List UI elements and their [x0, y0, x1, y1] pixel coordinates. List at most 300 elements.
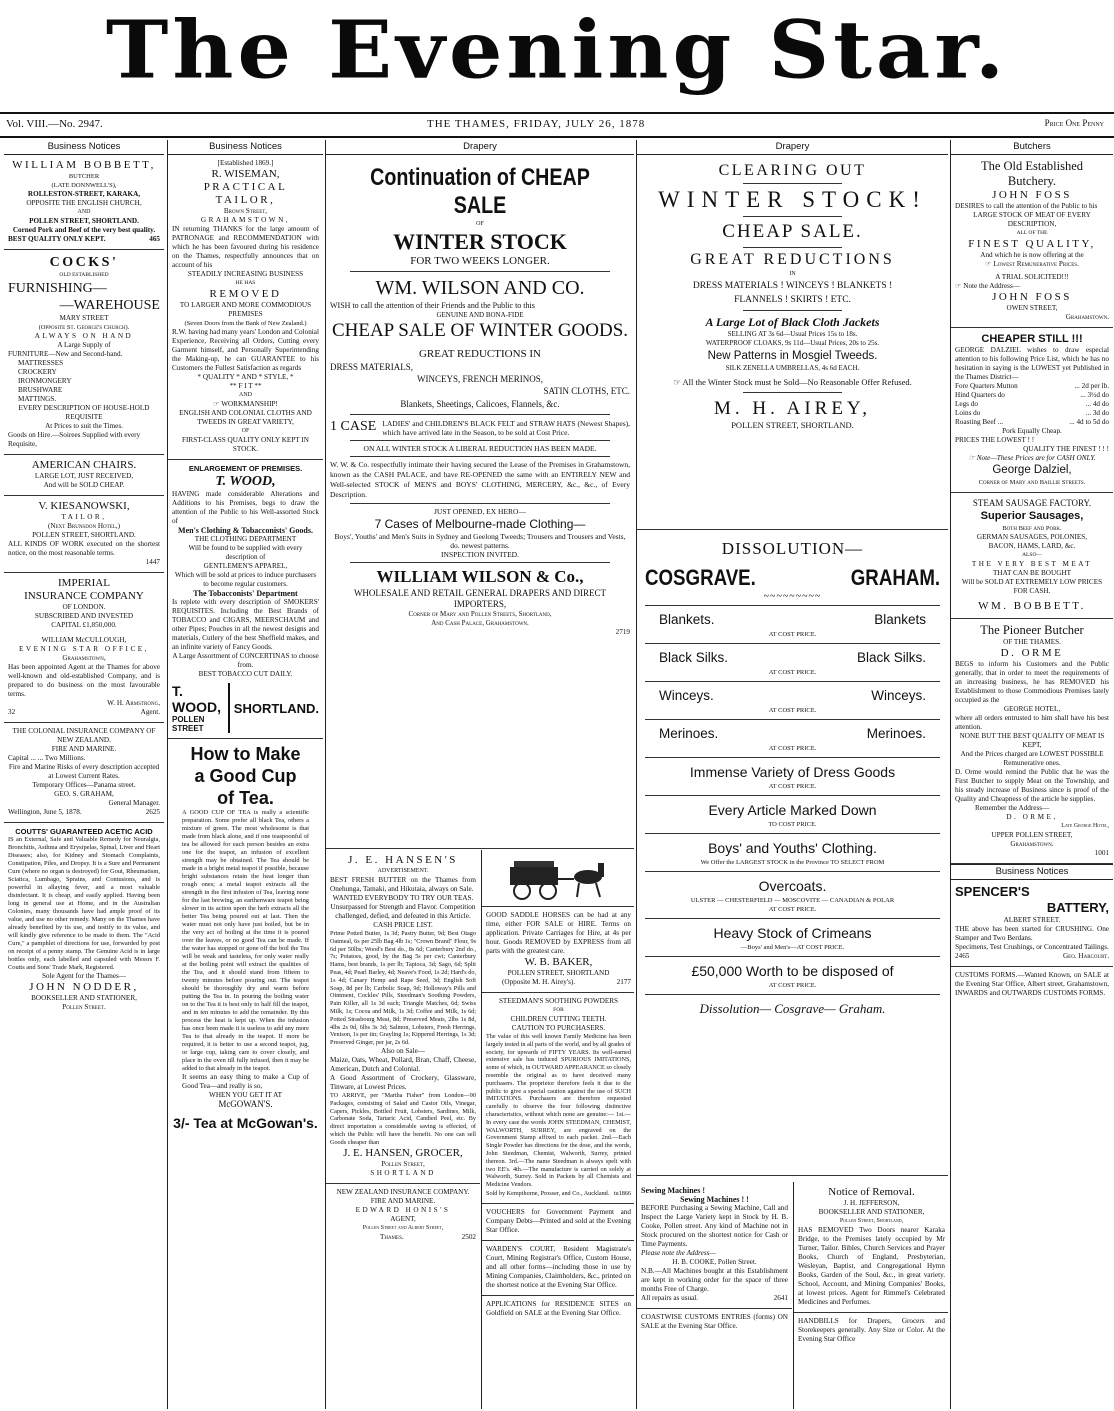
ad-title: a Good Cup — [194, 766, 297, 786]
volume-number: Vol. VIII.—No. 2947. — [6, 118, 103, 130]
ad-address: POLLEN STREET, SHORTLAND — [507, 969, 610, 977]
ad-text: Every Article Marked Down — [708, 802, 877, 818]
ad-text: AT COST PRICE. — [768, 669, 817, 676]
price: Price One Penny — [1044, 118, 1104, 128]
ad-text: LARGE LOT, JUST RECEIVED, — [34, 472, 134, 480]
ad-text: Blankets. — [659, 612, 715, 627]
ad-text: A Large Assortment of CONCERTINAS to choose from. — [172, 652, 319, 669]
ad-text: Sold by Kempthorne, Prosser, and Co., Auckland. — [486, 1189, 610, 1197]
ad-text: (LATE DONNWELL'S), — [51, 182, 117, 189]
price-value: ... 4d to 5d do — [1069, 418, 1109, 426]
ad-text: Dissolution— Cosgrave— Graham. — [699, 1001, 886, 1016]
ad-address: Thames. — [380, 1232, 404, 1241]
ad-text: FIRST-CLASS QUALITY ONLY KEPT IN STOCK. — [182, 436, 309, 453]
ad-text: AT COST PRICE. — [768, 906, 817, 913]
ornament: ~~~~~~~~~ — [763, 591, 822, 602]
ad-vouchers: VOUCHERS for Government Payment and Company Debts—Printed and sold at the Evening Star Office. — [482, 1204, 634, 1241]
ad-text: JUST OPENED, EX HERO— — [434, 507, 526, 516]
ad-title: CHEAPER STILL !!! — [981, 333, 1083, 345]
ad-title: WINTER STOCK — [393, 229, 567, 254]
ad-text: Geo. Harcourt. — [1062, 952, 1109, 960]
ad-address: Brown Street, — [223, 207, 268, 215]
ad-text: And will be SOLD CHEAP. — [43, 481, 125, 489]
ad-text: FINEST QUALITY, — [968, 238, 1096, 250]
logo-text: T. WOOD, — [172, 683, 221, 715]
ad-title: of Tea. — [217, 788, 274, 808]
ad-text: Merinoes. — [659, 726, 719, 741]
ad-text: GENUINE AND BONA-FIDE — [436, 311, 524, 319]
ad-title: COUTTS' GUARANTEED ACETIC ACID — [15, 827, 153, 836]
ad-address: Pollen Street. — [62, 1003, 106, 1011]
ad-body: THE above has been started for CRUSHING. One Stamper and Two Berdans. — [955, 925, 1109, 942]
wood-logo — [172, 683, 319, 733]
ad-text: NONE BUT THE BEST QUALITY OF MEAT IS KEPT, — [959, 732, 1105, 749]
ad-text: BACON, HAMS, LARD, &c. — [988, 542, 1076, 550]
ad-name: V. KIESANOWSKI, — [38, 500, 130, 512]
ad-text: GERMAN SAUSAGES, POLONIES, — [976, 533, 1088, 541]
price-list — [955, 382, 1109, 427]
ad-text: Also on Sale— — [381, 1046, 425, 1055]
ad-baker — [482, 907, 634, 993]
ad-number: 2502 — [461, 1232, 476, 1241]
ad-text: Will be found to be supplied with every description of — [188, 544, 303, 561]
ad-text: WHOLESALE AND RETAIL GENERAL DRAPERS AND DIRECT IMPORTERS, — [353, 588, 607, 609]
ad-text: EVERY DESCRIPTION OF HOUSE-HOLD REQUISITE — [18, 404, 150, 421]
ad-coastwise: COASTWISE CUSTOMS ENTRIES (forms) ON SALE at the Evening Star Office. — [641, 1313, 788, 1330]
logo-text: POLLEN STREET — [172, 715, 205, 733]
ad-text: AT COST PRICE. — [768, 631, 817, 638]
ad-address: OWEN STREET, — [1006, 304, 1058, 312]
ad-text: LARGE STOCK OF MEAT OF EVERY DESCRIPTION, — [973, 211, 1091, 228]
ad-body: BEGS to inform his Customers and the Public generally, that in order to meet the requirements of an increasing business, he has REMOVED his Establishment to those Commodious Premises lately occupied as the — [955, 660, 1109, 704]
ad-text: OF THE THAMES. — [1003, 638, 1061, 646]
ad-name: W. B. BAKER, — [524, 956, 593, 968]
ad-text: Remember the Address— — [975, 804, 1050, 812]
ad-text: AT COST PRICE. — [768, 783, 817, 790]
ad-text: FOR — [553, 1007, 564, 1013]
ad-body: GOOD SADDLE HORSES can be had at any time, either FOR SALE or HIRE. Terms on application. Private Carriages for Hire, at 4s per hour. Goods REMOVED by EXPRESS from all parts with the greatest care. — [486, 911, 631, 955]
ad-text: IN — [789, 271, 796, 277]
column-3a — [326, 850, 480, 1409]
ad-number: 2465 — [955, 952, 970, 960]
ad-text: Winceys. — [871, 688, 926, 703]
ad-name: COCKS' — [49, 255, 119, 270]
ad-body: D. Orme would remind the Public that he was the First Butcher to supply Meat on the Township, and his steady increase of Business since is proof of the Quality and Cheapness of the article he supplies. — [955, 768, 1109, 803]
price-item: Roasting Beef ... — [955, 418, 1004, 426]
ad-title: THE COLONIAL INSURANCE COMPANY OF NEW ZEALAND. — [12, 727, 156, 744]
ad-text: Has been appointed Agent at the Thames for above well-known and old-established Company, and is prepared to do business on the most favourable terms. — [8, 663, 160, 698]
ad-title: CLEARING OUT — [718, 162, 867, 179]
ad-wood — [168, 460, 323, 739]
ad-name: BATTERY, — [1046, 900, 1109, 915]
price-value: ... 2d per lb. — [1074, 382, 1109, 390]
ad-text: Specimens, Test Crushings, or Concentrated Tailings. — [955, 943, 1109, 951]
ad-body: Is replete with every description of SMOKERS' REQUISITES. Including the Best Brands of TOBACCO and CIGARS, MEERSCHAUM and other Pipes; Pouches in all the newest designs and materials, Cutlery of the best Sheffield makes, and an infinite variety of Fancy Goods. — [172, 598, 319, 651]
carriage-icon — [504, 855, 614, 901]
ad-text: WHEN YOU GET IT AT — [209, 1091, 282, 1099]
column-1 — [4, 140, 164, 1409]
ad-text: Goods on Hire.—Soirees Supplied with every Requisite, — [8, 431, 141, 448]
ad-title: CHEAP SALE OF WINTER GOODS. — [331, 320, 629, 341]
ad-text: Black Silks. — [856, 650, 926, 665]
ad-text: Pork Equally Cheap. — [1002, 427, 1062, 435]
ad-address: Grahamstown. — [1010, 840, 1054, 848]
ad-text: BOOKSELLER AND STATIONER, — [31, 994, 137, 1002]
ad-text: QUALITY THE FINEST ! ! ! — [1023, 445, 1109, 453]
ad-text: TO LARGER AND MORE COMMODIOUS PREMISES — [179, 301, 312, 318]
ad-name: D. ORME, — [1006, 813, 1058, 821]
ad-coutts — [4, 823, 164, 1017]
ad-text: Blankets — [874, 612, 926, 627]
ad-airey — [637, 155, 948, 530]
pointing-hand-icon: ☞ — [213, 400, 220, 408]
ad-text: Wellington, June 5, 1878. — [8, 808, 82, 816]
ad-text: 7 Cases of Melbourne-made Clothing— — [374, 517, 586, 531]
list-item: BRUSHWARE — [18, 386, 63, 394]
ad-text: A Large Lot of Black Cloth Jackets — [705, 315, 880, 329]
ad-title: Notice of Removal. — [828, 1186, 915, 1198]
ad-text: CHILDREN CUTTING TEETH. — [510, 1015, 607, 1023]
list-item: CROCKERY — [18, 368, 57, 376]
ad-address: (Opposite M. H. Airey's). — [502, 978, 576, 986]
pointing-hand-icon: ☞ — [955, 282, 962, 290]
ad-text: A Large Supply of — [57, 341, 111, 349]
list-item: MATTINGS. — [18, 395, 57, 403]
horse-carriage-illustration — [482, 850, 634, 907]
ad-text: General Manager. — [108, 799, 160, 807]
ad-name: R. WISEMAN, — [211, 168, 280, 180]
ad-name: GRAHAM. — [850, 565, 940, 590]
ad-text: THE VERY BEST MEAT — [971, 560, 1093, 568]
ad-text: And which he is now offering at the — [980, 251, 1084, 259]
ad-name: JOHN NODDER, — [29, 981, 139, 993]
ad-spencer — [951, 880, 1113, 967]
price-row — [955, 409, 1109, 418]
ad-text: The Tobacconists' Department — [193, 589, 298, 598]
ad-text: Boys', Youths' and Men's Suits in Sydney and Geelong Tweeds; Trousers and Trousers and Vests, do. newest patterns. — [334, 532, 626, 550]
ad-address: POLLEN STREET, SHORTLAND. — [731, 420, 854, 430]
ad-body: IN returning THANKS for the large amount of PATRONAGE and RECOMMENDATION with which he has been favoured during his residence on the Thames, respectfully announces that on account of his — [172, 225, 319, 269]
price-item: Fore Quarters Mutton — [955, 382, 1018, 390]
ad-text: Blankets, Sheetings, Calicoes, Flannels, &c. — [400, 399, 560, 409]
ad-sausage-factory — [951, 493, 1113, 619]
price-row — [955, 418, 1109, 427]
ad-colonial-insurance — [4, 723, 164, 823]
ad-text: Grahamstown, — [62, 654, 106, 662]
ad-title: How to Make — [190, 744, 301, 764]
price-value: ... 4d do — [1085, 400, 1109, 408]
ad-address: (Next Brunsdon Hotel,) — [47, 522, 120, 530]
ad-text: BOOKSELLER AND STATIONER, — [818, 1208, 925, 1216]
ad-address: (Opposite St. George's Church). — [38, 324, 130, 331]
ad-body: A GOOD CUP OF TEA is really a scientific preparation. Some prefer all black Tea, others a mixture of green. The most wholesome is that made from black alone, and if one teaspoonful of tea be allowed for each person besides an extra one for the teapot, an infusion of excellent strength may be obtained. The Tea should be made in a bright metal teapot if possible, because bright substances retain the heat longer than rough ones; a metal teapot extracts all the strength in the first infusion of Tea, leaving none for the last brewing, an earthenware teapot being slower in its action upon the herb extracts all the better Tea being poured out at last. Then the water must not only have just boiled, but be in the very act of boiling at the time it is poured over the leaves, or no good Tea can be made. If the water has stopped or gone off the boil the Tea will be weak and tasteless, for only water really at the boiling point will extract the qualities of the Tea, and it should stand from fifteen to twenty minutes before pouring out. The teapot should be thoroughly dry and warm before putting the Tea in. In pouring the boiling water on to the Tea it is best only to half fill the teapot, and in ten minutes to add the remainder. By this process the heat is kept up. When the infusion has once been made it is useless to add any more Tea to that already in the teapot. If more be required, it is better to use a second teapot, jug, or large cup, taking care to cover closely, and place in the oven till fully infused, then it may be added to that already in the teapot. — [182, 809, 309, 1072]
ad-text: DRESS MATERIALS, — [330, 362, 414, 372]
column-heading: Drapery — [637, 140, 948, 155]
ad-text: AT COST PRICE. — [768, 707, 817, 714]
ad-body: Prime Potted Butter, 1s 3d; Pastry Butter, 9d; Best Otago Oatmeal, 6s per 25lb Bag 4lb 1s; "Crown Brand" Flour, 9s 6d per 50lbs; Wood's Best do., 8s 6d; Canterbury 2nd do., 7s; Potatoes, good, by the Bag 5s per cwt; Canterbury Hams, best brands, 1s per lb; Tapioca, 3d; Sago, 6d; Split Peas, 4d; Pearl Barley, 4d; Neave's Food, 1s 2d; Hard's do, 1s 4d; Canary Hemp and Rape Seed, 3d; English Soft Soap, 8d per lb; Carbolic Soap, 9d; Holloway's Pills and Ointment, Cockles' Pills, Steedman's Soothing Powders, Pain Killer, all 1s 3d each; Triangle Matches, 6d; Swiss Milk, 1s; Cocoa and Milk, 1s 3d; Coffee and Milk, 1s 6d; Potted Strasbourg Meat, 8d; Preserved Meats, 2lbs 1s 8d, 4lbs 2s 9d, 6lbs 3s 3d; Salmon, Lobsters, Fresh Herrings, Venison, 1s per tin; Grayling 1s; Kippered Herrings, 1s 3d; Preserved Ginger, per jar, 2s 6d. — [330, 930, 476, 1047]
ad-title: The Old Established — [980, 159, 1084, 173]
ad-address: OPPOSITE THE ENGLISH CHURCH, — [26, 199, 142, 207]
ad-foss — [951, 155, 1113, 328]
ad-text: Capital ... ... Two Millions. — [8, 754, 86, 762]
ad-text: ON ALL WINTER STOCK A LIBERAL REDUCTION HAS BEEN MADE. — [363, 444, 597, 453]
ad-name: J. H. JEFFERSON, — [843, 1199, 900, 1207]
ad-text: McGOWAN'S. — [218, 1099, 273, 1109]
ad-number: tu1866 — [613, 1189, 631, 1197]
ad-text: AND — [239, 392, 252, 398]
ad-text: WANTED EVERYBODY TO TRY OUR TEAS. — [332, 894, 474, 902]
column-heading: Business Notices — [168, 140, 323, 155]
price-value: ... 3d do — [1085, 409, 1109, 417]
list-item: MATTRESSES — [18, 359, 64, 367]
ad-text: OLD ESTABLISHED — [59, 272, 109, 278]
ad-handbills: HANDBILLS for Drapers, Grocers and Storekeepers generally. Any Size or Color. At the Evening Star Office — [798, 1317, 945, 1343]
ad-title: DISSOLUTION— — [721, 539, 864, 558]
ad-text: Merinoes. — [866, 726, 926, 741]
ad-name: WM. WILSON AND CO. — [375, 277, 585, 299]
ad-text: All repairs as usual. — [641, 1294, 699, 1302]
masthead — [0, 0, 1114, 110]
ad-address: GRAHAMSTOWN, — [200, 216, 291, 224]
ad-number: 2177 — [616, 978, 631, 986]
ad-text: Note the Address— — [963, 282, 1020, 290]
ad-name: SPENCER'S — [955, 884, 1030, 899]
ad-text: 1 CASE — [330, 419, 377, 434]
ad-body: BEST FRESH BUTTER on the Thames from Onehunga, Tamaki, and Hikutaia, always on Sale. — [330, 876, 476, 893]
ad-text: WORKMANSHIP! — [221, 400, 278, 408]
pointing-hand-icon: ☞ — [673, 377, 681, 387]
ad-text: CAUTION TO PURCHASERS. — [511, 1024, 606, 1032]
ad-title: GREAT REDUCTIONS — [690, 251, 895, 268]
column-4b — [793, 1182, 948, 1409]
ad-title: Continuation of CHEAP SALE — [370, 164, 590, 219]
ad-body: WISH to call the attention of their Friends and the Public to this — [330, 301, 535, 310]
ad-name: M. H. AIREY, — [714, 398, 871, 419]
ad-applications: APPLICATIONS for RESIDENCE SITES on Goldfield on SALE at the Evening Star Office. — [486, 1299, 631, 1317]
ad-address: Late George Hotel, — [1061, 823, 1109, 829]
ad-text: OF — [241, 428, 250, 434]
ad-body: N.B.—All Machines bought at this Establishment are kept in working order for the space of three months Free of Charge. — [641, 1267, 788, 1293]
ad-wilson — [326, 158, 634, 849]
ad-orme — [951, 619, 1113, 864]
ad-text: INSPECTION INVITED. — [441, 550, 519, 559]
ad-text: Maize, Oats, Wheat, Pollard, Bran, Chaff, Cheese, American, Dutch and Colonial. — [330, 1055, 476, 1073]
ad-text: BEST QUALITY ONLY KEPT. — [8, 235, 106, 243]
ad-text: CAPITAL £1,850,000. — [51, 621, 117, 629]
ad-address: POLLEN STREET, SHORTLAND. — [32, 531, 136, 539]
ad-text: Overcoats. — [758, 878, 827, 894]
ad-text: * QUALITY * AND * STYLE, * — [197, 373, 294, 381]
ad-nz-insurance — [326, 1184, 480, 1247]
ad-text: HE HAS — [235, 280, 256, 286]
column-4 — [636, 140, 948, 1409]
ad-title: AMERICAN CHAIRS. — [31, 459, 137, 471]
ad-title: The Pioneer Butcher — [980, 623, 1084, 637]
ad-title: NEW ZEALAND INSURANCE COMPANY. — [336, 1187, 470, 1196]
ad-wiseman — [168, 155, 323, 460]
ad-address: Corner of Mary and Baillie Streets. — [978, 479, 1086, 486]
ad-text: SUBSCRIBED AND INVESTED — [34, 612, 134, 620]
ad-body: W. W. & Co. respectfully intimate their having secured the Lease of the Premises in Grahamstown, known as the CASH PALACE, and have RE-OPENED the same with an ENTIRELY NEW and Well-selected STOCK of MEN'S and BOYS' CLOTHING, MERCERY, &c., &c., of Every Description. — [330, 460, 630, 499]
ad-number: 1001 — [1094, 849, 1109, 857]
ad-text: FOR TWO WEEKS LONGER. — [410, 255, 550, 267]
price-row — [955, 382, 1109, 391]
ad-title: STEEDMAN'S SOOTHING POWDERS — [498, 997, 619, 1005]
ad-name: WILLIAM BOBBETT, — [12, 159, 156, 171]
ad-name: WILLIAM WILSON & Co., — [376, 567, 584, 586]
ad-title: WINTER STOCK! — [658, 187, 927, 212]
ad-body: HAVING made considerable Alterations and Additions to his Premises, begs to draw the attention of the Public to his Well-assorted Stock of — [172, 490, 319, 525]
ad-text: At Prices to suit the Times. — [45, 422, 123, 430]
price-item: Loins do — [955, 409, 981, 417]
ad-text: Black Silks. — [659, 650, 729, 665]
ad-address: H. B. COOKE, Pollen Street. — [672, 1258, 757, 1266]
price-value: ... 3½d do — [1080, 391, 1109, 399]
ad-text: £50,000 Worth to be disposed of — [691, 963, 894, 979]
ad-text: Please note the Address— — [641, 1249, 716, 1257]
ad-trade: PRACTICAL TAILOR, — [203, 181, 288, 206]
ad-text: Will be SOLD AT EXTREMELY LOW PRICES FOR CASH. — [961, 578, 1103, 595]
ad-address: Corner of Mary and Pollen Streets, Shortland, — [408, 610, 552, 618]
ad-steedman — [482, 993, 634, 1204]
ad-text: OF — [476, 221, 484, 227]
ad-text: FIRE AND MARINE. — [51, 745, 117, 753]
ad-text: A TRIAL SOLICITED!!! — [995, 273, 1069, 281]
ad-body: GEORGE DALZIEL wishes to draw especial attention to his following Price List, which he has no hesitation in saying is the LOWEST yet Published in the Thames District— — [955, 346, 1109, 381]
column-heading: Butchers — [951, 140, 1113, 155]
ad-kiesanowski — [4, 496, 164, 573]
ad-bobbett — [4, 155, 164, 250]
ad-text: TO COST PRICE. — [768, 821, 817, 828]
ad-name: JOHN FOSS — [992, 189, 1072, 201]
ad-text: Unsurpassed for Strength and Flavor. Competition challenged, defied, and defeated in this Article. — [330, 903, 476, 920]
ad-text: Fire and Marine Risks of every description accepted at Lowest Current Rates. — [8, 763, 160, 780]
ad-address: Pollen Street, — [381, 1159, 425, 1168]
ad-text: Heavy Stock of Crimeans — [713, 925, 872, 941]
ad-text: WATERPROOF CLOAKS, 9s 11d—Usual Prices, 20s to 25s. — [705, 339, 880, 347]
ad-text: THAT CAN BE BOUGHT — [993, 569, 1071, 577]
ad-number: 2625 — [145, 808, 160, 816]
ad-text: ** F I T ** — [229, 382, 262, 390]
price-item: Legs do — [955, 400, 978, 408]
ad-address: MARY STREET — [59, 314, 109, 322]
ad-body: HAS REMOVED Two Doors nearer Karaka Bridge, to the Premises lately occupied by Mr Turner, Tailor. Bibles, Church Services and Prayer Books, Church of England, Presbyterian, Wesleyan, Baptist, and Congregational Hymn Books, Garden of the Soul, &c., in great variety. School, Account, and Mining Companies' Books, at lowest prices. Agent for Rimmel's Celebrated Medicines and Perfumes. — [798, 1226, 945, 1306]
price-item: Hind Quarters do — [955, 391, 1005, 399]
ad-number: 2641 — [773, 1294, 788, 1302]
ad-text: Both Beef and Pork. — [1002, 525, 1062, 532]
ad-text: AND — [77, 209, 91, 215]
ad-name: COSGRAVE. — [645, 565, 756, 590]
ad-dalziel — [951, 328, 1113, 493]
ad-number: 2719 — [615, 628, 630, 636]
ad-text: Which will be sold at prices to induce purchasers to become regular customers. — [174, 571, 317, 588]
ad-text: It seems an easy thing to make a Cup of Good Tea—and really is so, — [182, 1073, 309, 1090]
ad-number: 1447 — [145, 558, 160, 566]
ad-address: POLLEN STREET, SHORTLAND. — [29, 217, 139, 225]
ad-text: PRICES THE LOWEST ! ! — [955, 436, 1035, 444]
ad-title: Superior Sausages, — [980, 510, 1084, 522]
column-5 — [950, 140, 1113, 1409]
ad-address: SHORTLAND — [370, 1168, 436, 1177]
ad-text: FIRE AND MARINE. — [370, 1196, 436, 1205]
ad-body: R.W. having had many years' London and Colonial Experience, Receiving all Orders, Cutting every Garment himself, and Personally Superintending the Making-up, he can GUARANTEE to his Customers the Fullest Satisfaction as regards — [172, 328, 319, 372]
ad-name: J. E. HANSEN, GROCER, — [343, 1146, 463, 1159]
ad-text: LADIES' and CHILDREN'S BLACK FELT and STRAW HATS (Newest Shapes), which have arrived late in the Season, to be sold at Cost Price. — [382, 419, 630, 437]
ad-text: New Patterns in Mosgiel Tweeds. — [707, 350, 878, 362]
ad-text: ALWAYS ON HAND — [34, 332, 134, 340]
ad-name: WILLIAM McCULLOUGH, — [41, 636, 127, 644]
pointing-hand-icon: ☞ — [985, 260, 992, 268]
ad-text: All the Winter Stock must be Sold—No Reasonable Offer Refused. — [682, 377, 912, 387]
ad-text: Note—These Prices are for CASH ONLY. — [976, 454, 1096, 462]
ad-title: ENLARGEMENT OF PREMISES. — [188, 464, 303, 473]
ad-trade: BUTCHER — [68, 173, 100, 180]
ad-name: J. E. HANSEN'S — [348, 854, 458, 866]
ad-text: GREAT REDUCTIONS IN — [418, 348, 542, 360]
ad-name: T. WOOD, — [215, 474, 276, 489]
ad-title: CHEAP SALE. — [722, 221, 863, 242]
ad-title: Sewing Machines ! — [641, 1186, 705, 1195]
ad-text: ALSO— — [1022, 552, 1042, 558]
masthead-title: The Evening Star. — [105, 2, 1009, 97]
ad-body: The value of this well known Family Medicine has been largely tested in all parts of the world, and by all grades of society, for upwards of FIFTY YEARS. Its well-earned extensive sale has induced SPURIOUS IMITATIONS, some of which, in OUTWARD APPEARANCE so closely resemble the original as to have deceived many purchasers. The proprietor therefore feels it due to the public to give a special caution against the use of SUCH IMITATIONS. Purchasers are therefore requested carefully to observe the four following distinctive characteristics, without which none are genuine:— 1st.—In every case the words JOHN STEEDMAN, CHEMIST, WALWORTH, SURREY, are engraved on the Government Stamp affixed to each packet. 2nd.—Each Single Powder has directions for the dose, and the words, John Steedman, Chemist, Walworth, Surrey, printed thereon. 3rd.—The name Steedman is always spelt with two EE's. 4th.—The manufacture is carried on solely at Walworth, Surrey. Sold in Packets by all Chemists and Medicine Vendors. — [486, 1033, 631, 1189]
column-4a — [637, 1182, 792, 1409]
ad-address: UPPER POLLEN STREET, — [991, 831, 1073, 839]
ad-address: Pollen Street and Albert Street, — [362, 1224, 444, 1231]
ad-text: OF LONDON. — [62, 603, 106, 611]
ad-title: INSURANCE COMPANY — [24, 590, 144, 602]
ad-name: George Dalziel, — [992, 464, 1072, 476]
ad-text: —WAREHOUSE — [59, 298, 160, 313]
ad-body: DESIRES to call the attention of the Public to his — [955, 202, 1098, 210]
ad-chairs — [4, 455, 164, 496]
ad-text: THE CLOTHING DEPARTMENT — [194, 535, 297, 543]
ad-number: 465 — [149, 235, 160, 243]
ad-title: IMPERIAL — [58, 577, 110, 589]
ad-text: AT COST PRICE. — [768, 745, 817, 752]
ad-body: TO ARRIVE, per "Martha Fisher" from London—90 Packages, consisting of Salad and Castor Oils, Vinegar, Capers, Pickles, Bottled Fruit, Lobsters, Sardines, Milk, Carbonate Soda, Tartaric Acid, Candied Peel, etc. By direct importation a considerable saving is effected, of which the Public will have the benefit. No one can sell Goods cheaper than — [330, 1091, 476, 1146]
column-heading: Drapery — [326, 140, 634, 155]
ad-tea — [168, 739, 323, 1137]
ad-wardens-court: WARDEN'S COURT, Resident Magistrate's Court, Mining Registrar's Office, Custom House, and all other forms—including those in use by Mining Companies, Claimholders, &c., printed on the shortest notice at the Evening Star Office. — [482, 1241, 634, 1296]
ad-text: FURNITURE—New and Second-hand. — [8, 350, 123, 358]
logo-text: SHORTLAND. — [233, 700, 319, 716]
column-3 — [325, 140, 634, 1409]
ad-text: Immense Variety of Dress Goods — [689, 764, 896, 780]
ad-address: ALBERT STREET. — [1003, 916, 1061, 924]
ad-hansen — [326, 850, 480, 1184]
ad-cooke — [637, 1182, 792, 1309]
ad-text: And the Prices charged are LOWEST POSSIBLE Remunerative ones. — [960, 750, 1104, 767]
ad-customs-forms: CUSTOMS FORMS.—Wanted Known, on SALE at the Evening Star Office, Albert street, Grahamstown, INWARDS and OUTWARDS CUSTOMS FORMS. — [955, 971, 1109, 997]
ad-text: Men's Clothing & Tobacconists' Goods. — [178, 526, 313, 535]
ad-text: ULSTER — CHESTERFIELD — MOSCOVITE — CANADIAN & POLAR — [690, 897, 895, 904]
ad-text: ALL OF THE — [1016, 230, 1048, 236]
ad-name: D. ORME — [1000, 647, 1064, 659]
place-date: THE THAMES, FRIDAY, JULY 26, 1878 — [427, 118, 646, 130]
ad-jefferson — [794, 1182, 948, 1313]
ad-text: EVENING STAR OFFICE, — [19, 645, 149, 653]
ad-body: IS an External, Safe and Valuable Remedy for Neuralgia, Bronchitis, Asthma and Erysipelas, Spinal, Liver and Heart Diseases; also, for Kidney and Stomach Complaints, Constipation, Piles, and Dropsy. It is a Sure and Permanent Cure (where no organ is destroyed) for Gout, Rheumatism, Sciatica, Lumbago, Sprains, and Contusions, and is powerful in allaying fever, and a most valuable disinfectant. It is cheap, and easily applied. Having been long in general use at Home, and in the Australian Colonies, many thousands have had ample proof of its value, and use no other remedy. Many on the Thames have already benefited by its use, and testify to its value, and will kindly give reference to be made to them. The "Acid Cure," a pamphlet of directions for use, forwarded by post on receipt of a penny stamp. The Genuine Acid is in large bottles only, each labelled and capsuled with Messrs F. Coutts and Sons' Trade Mark, Registered. — [8, 836, 160, 971]
ad-address: Grahamstown. — [1065, 313, 1109, 321]
ad-text: STEADILY INCREASING BUSINESS — [187, 270, 304, 278]
column-3b — [481, 850, 634, 1409]
ad-text: Winceys. — [659, 688, 714, 703]
list-item: IRONMONGERY — [18, 377, 72, 385]
ad-text: Agent. — [140, 708, 160, 716]
ad-address: ROLLESTON-STREET, KARAKA, — [27, 190, 141, 198]
ad-text: Lowest Remunerative Prices. — [993, 260, 1079, 268]
